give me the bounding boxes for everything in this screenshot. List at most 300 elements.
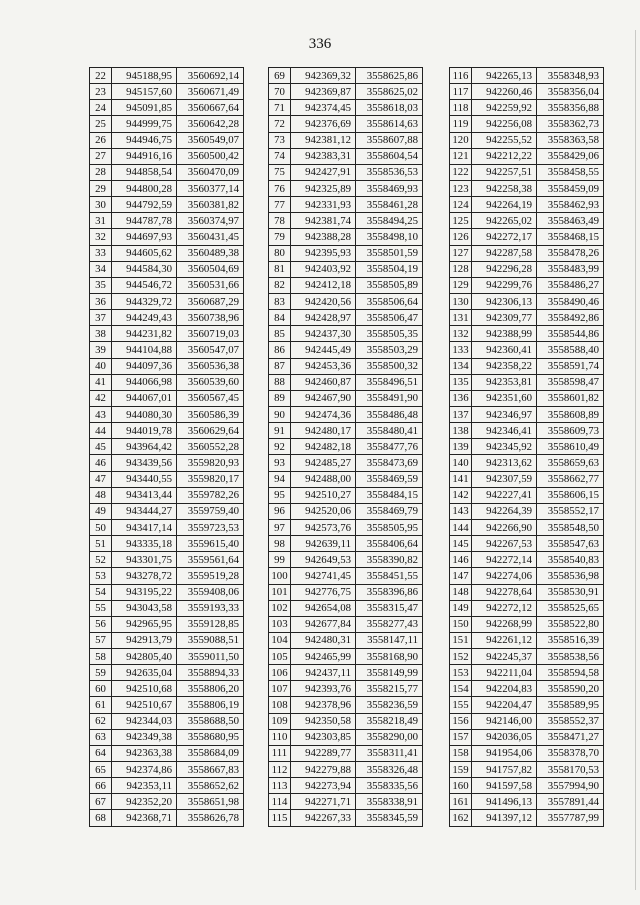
y-coordinate-cell: 3558538,56 [537,649,604,665]
table-row [90,584,244,600]
x-coordinate-cell: 944067,01 [112,390,177,406]
x-coordinate-cell: 942369,87 [291,84,356,100]
point-number-cell: 117 [450,84,472,100]
point-number-cell: 140 [450,455,472,471]
table-row [450,261,604,277]
table-row [90,84,244,100]
point-number-cell: 129 [450,277,472,293]
y-coordinate-cell: 3558496,51 [356,374,423,390]
point-number-cell: 58 [90,649,112,665]
x-coordinate-cell: 942325,89 [291,180,356,196]
x-coordinate-cell: 944697,93 [112,229,177,245]
table-row [90,762,244,778]
table-row [269,245,423,261]
point-number-cell: 152 [450,649,472,665]
y-coordinate-cell: 3559193,33 [177,600,244,616]
x-coordinate-cell: 942299,76 [472,277,537,293]
x-coordinate-cell: 944858,54 [112,164,177,180]
y-coordinate-cell: 3559820,93 [177,455,244,471]
point-number-cell: 123 [450,180,472,196]
point-number-cell: 115 [269,810,291,826]
x-coordinate-cell: 942271,71 [291,794,356,810]
table-row [269,519,423,535]
x-coordinate-cell: 942913,79 [112,632,177,648]
point-number-cell: 64 [90,745,112,761]
x-coordinate-cell: 941597,58 [472,778,537,794]
x-coordinate-cell: 942467,90 [291,390,356,406]
table-row [90,164,244,180]
point-number-cell: 59 [90,665,112,681]
x-coordinate-cell: 942267,53 [472,536,537,552]
table-row [269,455,423,471]
table-row [269,423,423,439]
y-coordinate-cell: 3558525,65 [537,600,604,616]
point-number-cell: 158 [450,745,472,761]
point-number-cell: 108 [269,697,291,713]
y-coordinate-cell: 3558396,86 [356,584,423,600]
table-row [269,116,423,132]
point-number-cell: 31 [90,213,112,229]
x-coordinate-cell: 944104,88 [112,342,177,358]
x-coordinate-cell: 942485,27 [291,455,356,471]
point-number-cell: 139 [450,439,472,455]
coordinates-table-column-3 [449,67,604,827]
point-number-cell: 61 [90,697,112,713]
point-number-cell: 127 [450,245,472,261]
table-row [90,213,244,229]
table-row [450,229,604,245]
x-coordinate-cell: 941397,12 [472,810,537,826]
y-coordinate-cell: 3558618,03 [356,100,423,116]
x-coordinate-cell: 942287,58 [472,245,537,261]
point-number-cell: 33 [90,245,112,261]
y-coordinate-cell: 3560547,07 [177,342,244,358]
table-row [269,713,423,729]
table-row [269,148,423,164]
y-coordinate-cell: 3558218,49 [356,713,423,729]
x-coordinate-cell: 942266,90 [472,519,537,535]
x-coordinate-cell: 942256,08 [472,116,537,132]
table-row [269,68,423,84]
point-number-cell: 53 [90,568,112,584]
table-row [269,132,423,148]
x-coordinate-cell: 942520,06 [291,503,356,519]
y-coordinate-cell: 3558548,50 [537,519,604,535]
point-number-cell: 111 [269,745,291,761]
x-coordinate-cell: 944946,75 [112,132,177,148]
y-coordinate-cell: 3558505,35 [356,326,423,342]
x-coordinate-cell: 942358,22 [472,358,537,374]
table-row [450,568,604,584]
table-row [269,665,423,681]
y-coordinate-cell: 3558659,63 [537,455,604,471]
y-coordinate-cell: 3558486,27 [537,277,604,293]
point-number-cell: 132 [450,326,472,342]
y-coordinate-cell: 3558478,26 [537,245,604,261]
x-coordinate-cell: 945188,95 [112,68,177,84]
x-coordinate-cell: 942273,94 [291,778,356,794]
point-number-cell: 157 [450,729,472,745]
point-number-cell: 95 [269,487,291,503]
y-coordinate-cell: 3558170,53 [537,762,604,778]
table-row [269,600,423,616]
y-coordinate-cell: 3558684,09 [177,745,244,761]
x-coordinate-cell: 941954,06 [472,745,537,761]
y-coordinate-cell: 3558662,77 [537,471,604,487]
x-coordinate-cell: 943195,22 [112,584,177,600]
table-row [90,713,244,729]
table-row [269,584,423,600]
point-number-cell: 57 [90,632,112,648]
y-coordinate-cell: 3558505,89 [356,277,423,293]
y-coordinate-cell: 3558483,99 [537,261,604,277]
x-coordinate-cell: 942296,28 [472,261,537,277]
table-row [90,681,244,697]
x-coordinate-cell: 942258,38 [472,180,537,196]
table-row [269,681,423,697]
y-coordinate-cell: 3558540,83 [537,552,604,568]
point-number-cell: 62 [90,713,112,729]
table-row [90,616,244,632]
x-coordinate-cell: 942383,31 [291,148,356,164]
table-row [269,277,423,293]
table-row [450,390,604,406]
point-number-cell: 43 [90,406,112,422]
point-number-cell: 37 [90,310,112,326]
table-row [450,745,604,761]
x-coordinate-cell: 942264,19 [472,197,537,213]
y-coordinate-cell: 3558588,40 [537,342,604,358]
y-coordinate-cell: 3560504,69 [177,261,244,277]
x-coordinate-cell: 942460,87 [291,374,356,390]
table-row [269,406,423,422]
y-coordinate-cell: 3560374,97 [177,213,244,229]
point-number-cell: 66 [90,778,112,794]
point-number-cell: 104 [269,632,291,648]
y-coordinate-cell: 3558494,25 [356,213,423,229]
point-number-cell: 112 [269,762,291,778]
y-coordinate-cell: 3558215,77 [356,681,423,697]
y-coordinate-cell: 3558147,11 [356,632,423,648]
point-number-cell: 26 [90,132,112,148]
x-coordinate-cell: 942635,04 [112,665,177,681]
x-coordinate-cell: 942272,17 [472,229,537,245]
x-coordinate-cell: 942403,92 [291,261,356,277]
x-coordinate-cell: 942474,36 [291,406,356,422]
x-coordinate-cell: 941757,82 [472,762,537,778]
table-row [450,197,604,213]
x-coordinate-cell: 942393,76 [291,681,356,697]
table-row [90,487,244,503]
point-number-cell: 155 [450,697,472,713]
point-number-cell: 159 [450,762,472,778]
table-row [269,552,423,568]
table-row [450,794,604,810]
point-number-cell: 100 [269,568,291,584]
y-coordinate-cell: 3559088,51 [177,632,244,648]
table-row [269,342,423,358]
x-coordinate-cell: 942639,11 [291,536,356,552]
y-coordinate-cell: 3558652,62 [177,778,244,794]
table-row [450,810,604,826]
x-coordinate-cell: 944249,43 [112,310,177,326]
y-coordinate-cell: 3560489,38 [177,245,244,261]
x-coordinate-cell: 942346,41 [472,423,537,439]
y-coordinate-cell: 3558390,82 [356,552,423,568]
point-number-cell: 83 [269,293,291,309]
table-row [269,778,423,794]
table-row [450,374,604,390]
table-row [90,406,244,422]
point-number-cell: 147 [450,568,472,584]
table-row [90,180,244,196]
point-number-cell: 133 [450,342,472,358]
table-row [269,745,423,761]
point-number-cell: 148 [450,584,472,600]
point-number-cell: 50 [90,519,112,535]
x-coordinate-cell: 942265,13 [472,68,537,84]
x-coordinate-cell: 942480,31 [291,632,356,648]
x-coordinate-cell: 942677,84 [291,616,356,632]
coordinates-table-column-2 [268,67,423,827]
x-coordinate-cell: 942480,17 [291,423,356,439]
x-coordinate-cell: 942453,36 [291,358,356,374]
y-coordinate-cell: 3558451,55 [356,568,423,584]
y-coordinate-cell: 3559723,53 [177,519,244,535]
x-coordinate-cell: 944329,72 [112,293,177,309]
x-coordinate-cell: 943278,72 [112,568,177,584]
point-number-cell: 65 [90,762,112,778]
x-coordinate-cell: 943444,27 [112,503,177,519]
y-coordinate-cell: 3558277,43 [356,616,423,632]
table-row [450,632,604,648]
table-row [450,778,604,794]
point-number-cell: 113 [269,778,291,794]
y-coordinate-cell: 3558458,55 [537,164,604,180]
x-coordinate-cell: 941496,13 [472,794,537,810]
table-row [90,100,244,116]
table-row [269,100,423,116]
y-coordinate-cell: 3559011,50 [177,649,244,665]
y-coordinate-cell: 3560549,07 [177,132,244,148]
point-number-cell: 80 [269,245,291,261]
point-number-cell: 114 [269,794,291,810]
y-coordinate-cell: 3558477,76 [356,439,423,455]
point-number-cell: 122 [450,164,472,180]
table-row [269,326,423,342]
y-coordinate-cell: 3558469,93 [356,180,423,196]
point-number-cell: 75 [269,164,291,180]
x-coordinate-cell: 942289,77 [291,745,356,761]
table-row [450,455,604,471]
table-row [450,729,604,745]
point-number-cell: 42 [90,390,112,406]
table-row [90,632,244,648]
x-coordinate-cell: 944792,59 [112,197,177,213]
point-number-cell: 63 [90,729,112,745]
x-coordinate-cell: 942465,99 [291,649,356,665]
y-coordinate-cell: 3558338,91 [356,794,423,810]
point-number-cell: 78 [269,213,291,229]
y-coordinate-cell: 3558598,47 [537,374,604,390]
point-number-cell: 97 [269,519,291,535]
point-number-cell: 143 [450,503,472,519]
x-coordinate-cell: 942303,85 [291,729,356,745]
table-row [90,68,244,84]
point-number-cell: 101 [269,584,291,600]
x-coordinate-cell: 942805,40 [112,649,177,665]
y-coordinate-cell: 3559615,40 [177,536,244,552]
table-row [90,455,244,471]
x-coordinate-cell: 942211,04 [472,665,537,681]
x-coordinate-cell: 942445,49 [291,342,356,358]
y-coordinate-cell: 3558894,33 [177,665,244,681]
y-coordinate-cell: 3560687,29 [177,293,244,309]
point-number-cell: 92 [269,439,291,455]
x-coordinate-cell: 945091,85 [112,100,177,116]
point-number-cell: 142 [450,487,472,503]
point-number-cell: 135 [450,374,472,390]
y-coordinate-cell: 3560629,64 [177,423,244,439]
table-row [450,697,604,713]
x-coordinate-cell: 942437,11 [291,665,356,681]
x-coordinate-cell: 945157,60 [112,84,177,100]
x-coordinate-cell: 943964,42 [112,439,177,455]
y-coordinate-cell: 3558462,93 [537,197,604,213]
point-number-cell: 41 [90,374,112,390]
y-coordinate-cell: 3558471,27 [537,729,604,745]
y-coordinate-cell: 3558601,82 [537,390,604,406]
y-coordinate-cell: 3558473,69 [356,455,423,471]
y-coordinate-cell: 3558667,83 [177,762,244,778]
y-coordinate-cell: 3558522,80 [537,616,604,632]
point-number-cell: 23 [90,84,112,100]
y-coordinate-cell: 3558491,90 [356,390,423,406]
x-coordinate-cell: 942363,38 [112,745,177,761]
y-coordinate-cell: 3558604,54 [356,148,423,164]
point-number-cell: 51 [90,536,112,552]
point-number-cell: 131 [450,310,472,326]
y-coordinate-cell: 3558806,20 [177,681,244,697]
y-coordinate-cell: 3558504,19 [356,261,423,277]
table-row [269,632,423,648]
point-number-cell: 120 [450,132,472,148]
y-coordinate-cell: 3558429,06 [537,148,604,164]
point-number-cell: 35 [90,277,112,293]
x-coordinate-cell: 942278,64 [472,584,537,600]
table-row [450,310,604,326]
y-coordinate-cell: 3558362,73 [537,116,604,132]
x-coordinate-cell: 942350,58 [291,713,356,729]
table-row [269,762,423,778]
point-number-cell: 79 [269,229,291,245]
x-coordinate-cell: 942395,93 [291,245,356,261]
table-row [90,729,244,745]
table-row [90,794,244,810]
x-coordinate-cell: 942388,99 [472,326,537,342]
table-row [90,778,244,794]
y-coordinate-cell: 3558589,95 [537,697,604,713]
table-row [450,213,604,229]
table-row [90,390,244,406]
x-coordinate-cell: 942510,67 [112,697,177,713]
table-row [90,810,244,826]
point-number-cell: 98 [269,536,291,552]
point-number-cell: 116 [450,68,472,84]
x-coordinate-cell: 942267,33 [291,810,356,826]
point-number-cell: 141 [450,471,472,487]
table-row [450,100,604,116]
table-row [90,277,244,293]
x-coordinate-cell: 943439,56 [112,455,177,471]
table-row [269,810,423,826]
x-coordinate-cell: 942313,62 [472,455,537,471]
x-coordinate-cell: 942344,03 [112,713,177,729]
table-row [450,148,604,164]
y-coordinate-cell: 3559820,17 [177,471,244,487]
point-number-cell: 138 [450,423,472,439]
table-row [90,116,244,132]
point-number-cell: 149 [450,600,472,616]
point-number-cell: 146 [450,552,472,568]
y-coordinate-cell: 3557994,90 [537,778,604,794]
y-coordinate-cell: 3558348,93 [537,68,604,84]
table-row [90,439,244,455]
y-coordinate-cell: 3557891,44 [537,794,604,810]
table-row [269,261,423,277]
table-row [90,326,244,342]
table-row [90,342,244,358]
x-coordinate-cell: 942776,75 [291,584,356,600]
table-row [450,584,604,600]
x-coordinate-cell: 942368,71 [112,810,177,826]
y-coordinate-cell: 3559782,26 [177,487,244,503]
y-coordinate-cell: 3560671,49 [177,84,244,100]
x-coordinate-cell: 942265,02 [472,213,537,229]
x-coordinate-cell: 944231,82 [112,326,177,342]
table-row [269,84,423,100]
table-row [450,406,604,422]
table-row [269,471,423,487]
x-coordinate-cell: 942257,51 [472,164,537,180]
y-coordinate-cell: 3558490,46 [537,293,604,309]
x-coordinate-cell: 942388,28 [291,229,356,245]
table-row [90,649,244,665]
y-coordinate-cell: 3560567,45 [177,390,244,406]
table-row [450,84,604,100]
y-coordinate-cell: 3558149,99 [356,665,423,681]
point-number-cell: 32 [90,229,112,245]
x-coordinate-cell: 942420,56 [291,293,356,309]
table-row [269,568,423,584]
point-number-cell: 94 [269,471,291,487]
y-coordinate-cell: 3558468,15 [537,229,604,245]
coordinates-table-column-1 [89,67,244,827]
point-number-cell: 160 [450,778,472,794]
x-coordinate-cell: 942351,60 [472,390,537,406]
y-coordinate-cell: 3558168,90 [356,649,423,665]
table-row [90,197,244,213]
y-coordinate-cell: 3558536,98 [537,568,604,584]
point-number-cell: 38 [90,326,112,342]
x-coordinate-cell: 942437,30 [291,326,356,342]
table-row [450,762,604,778]
x-coordinate-cell: 944800,28 [112,180,177,196]
y-coordinate-cell: 3560470,09 [177,164,244,180]
table-row [90,600,244,616]
table-row [269,503,423,519]
y-coordinate-cell: 3558552,17 [537,503,604,519]
